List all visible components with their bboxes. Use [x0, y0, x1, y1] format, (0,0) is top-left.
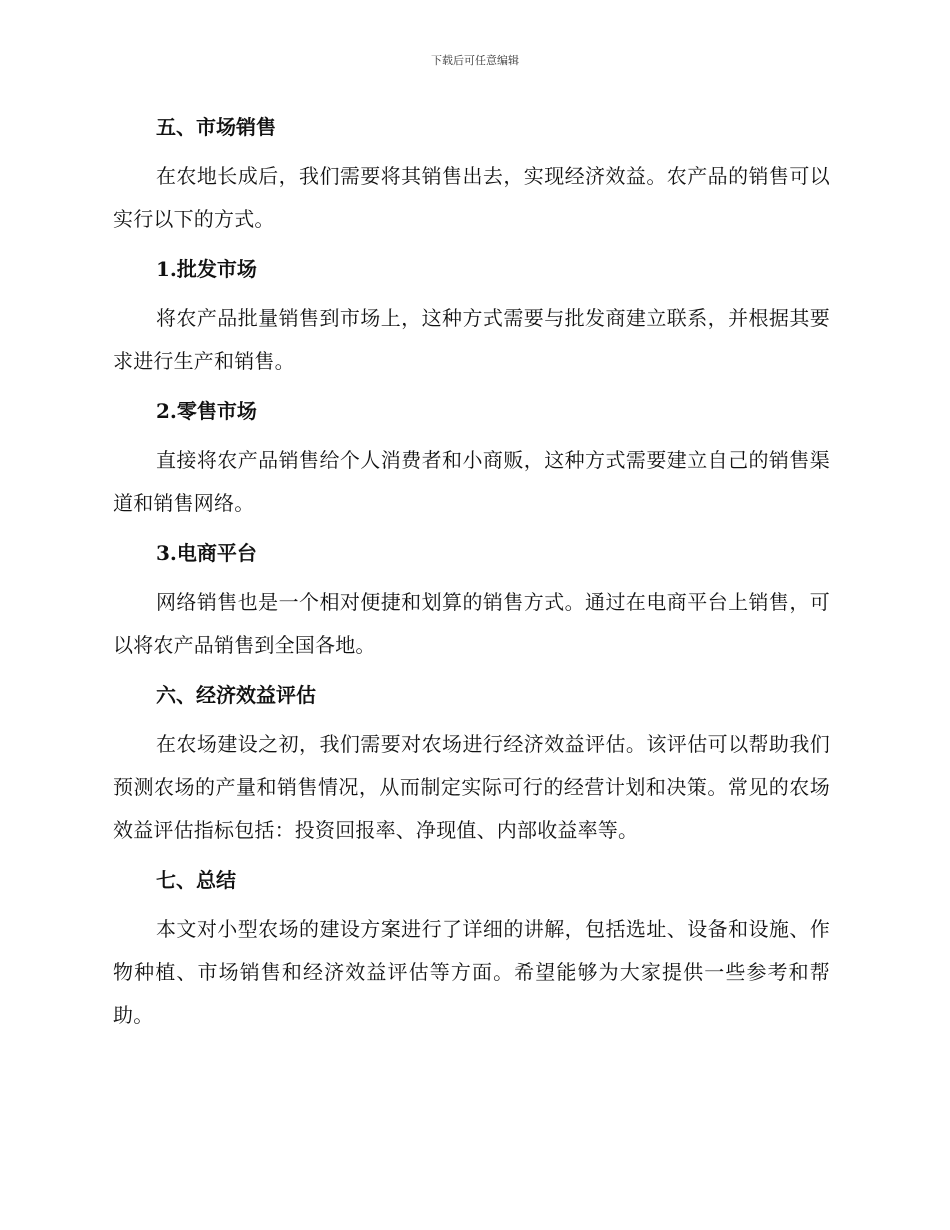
section-heading-summary: 七、总结 — [156, 868, 236, 892]
page-header: 下载后可任意编辑 — [431, 54, 519, 67]
paragraph-summary: 本文对小型农场的建设方案进行了详细的讲解，包括选址、设备和设施、作物种植、市场销售和经济效益评估等方面。希望能够为大家提供一些参考和帮助。 — [113, 917, 830, 1027]
paragraph-ecommerce-platform: 网络销售也是一个相对便捷和划算的销售方式。通过在电商平台上销售，可以将农产品销售到全国各地。 — [113, 590, 830, 657]
subheading-ecommerce-platform: 3.电商平台 — [156, 541, 257, 565]
subheading-retail-market: 2.零售市场 — [156, 399, 257, 423]
subheading-wholesale-market: 1.批发市场 — [156, 257, 257, 281]
paragraph-retail-market: 直接将农产品销售给个人消费者和小商贩，这种方式需要建立自己的销售渠道和销售网络。 — [113, 448, 830, 515]
document-body — [113, 111, 830, 1037]
section-heading-economic-evaluation: 六、经济效益评估 — [156, 683, 316, 707]
paragraph-economic-evaluation: 在农场建设之初，我们需要对农场进行经济效益评估。该评估可以帮助我们预测农场的产量和销售情况，从而制定实际可行的经营计划和决策。常见的农场效益评估指标包括：投资回报率、净现值、内部收益率等。 — [113, 732, 830, 842]
paragraph-market-sales: 在农地长成后，我们需要将其销售出去，实现经济效益。农产品的销售可以实行以下的方式。 — [113, 164, 830, 231]
paragraph-wholesale-market: 将农产品批量销售到市场上，这种方式需要与批发商建立联系，并根据其要求进行生产和销售。 — [113, 306, 830, 373]
section-heading-market-sales: 五、市场销售 — [156, 115, 276, 139]
